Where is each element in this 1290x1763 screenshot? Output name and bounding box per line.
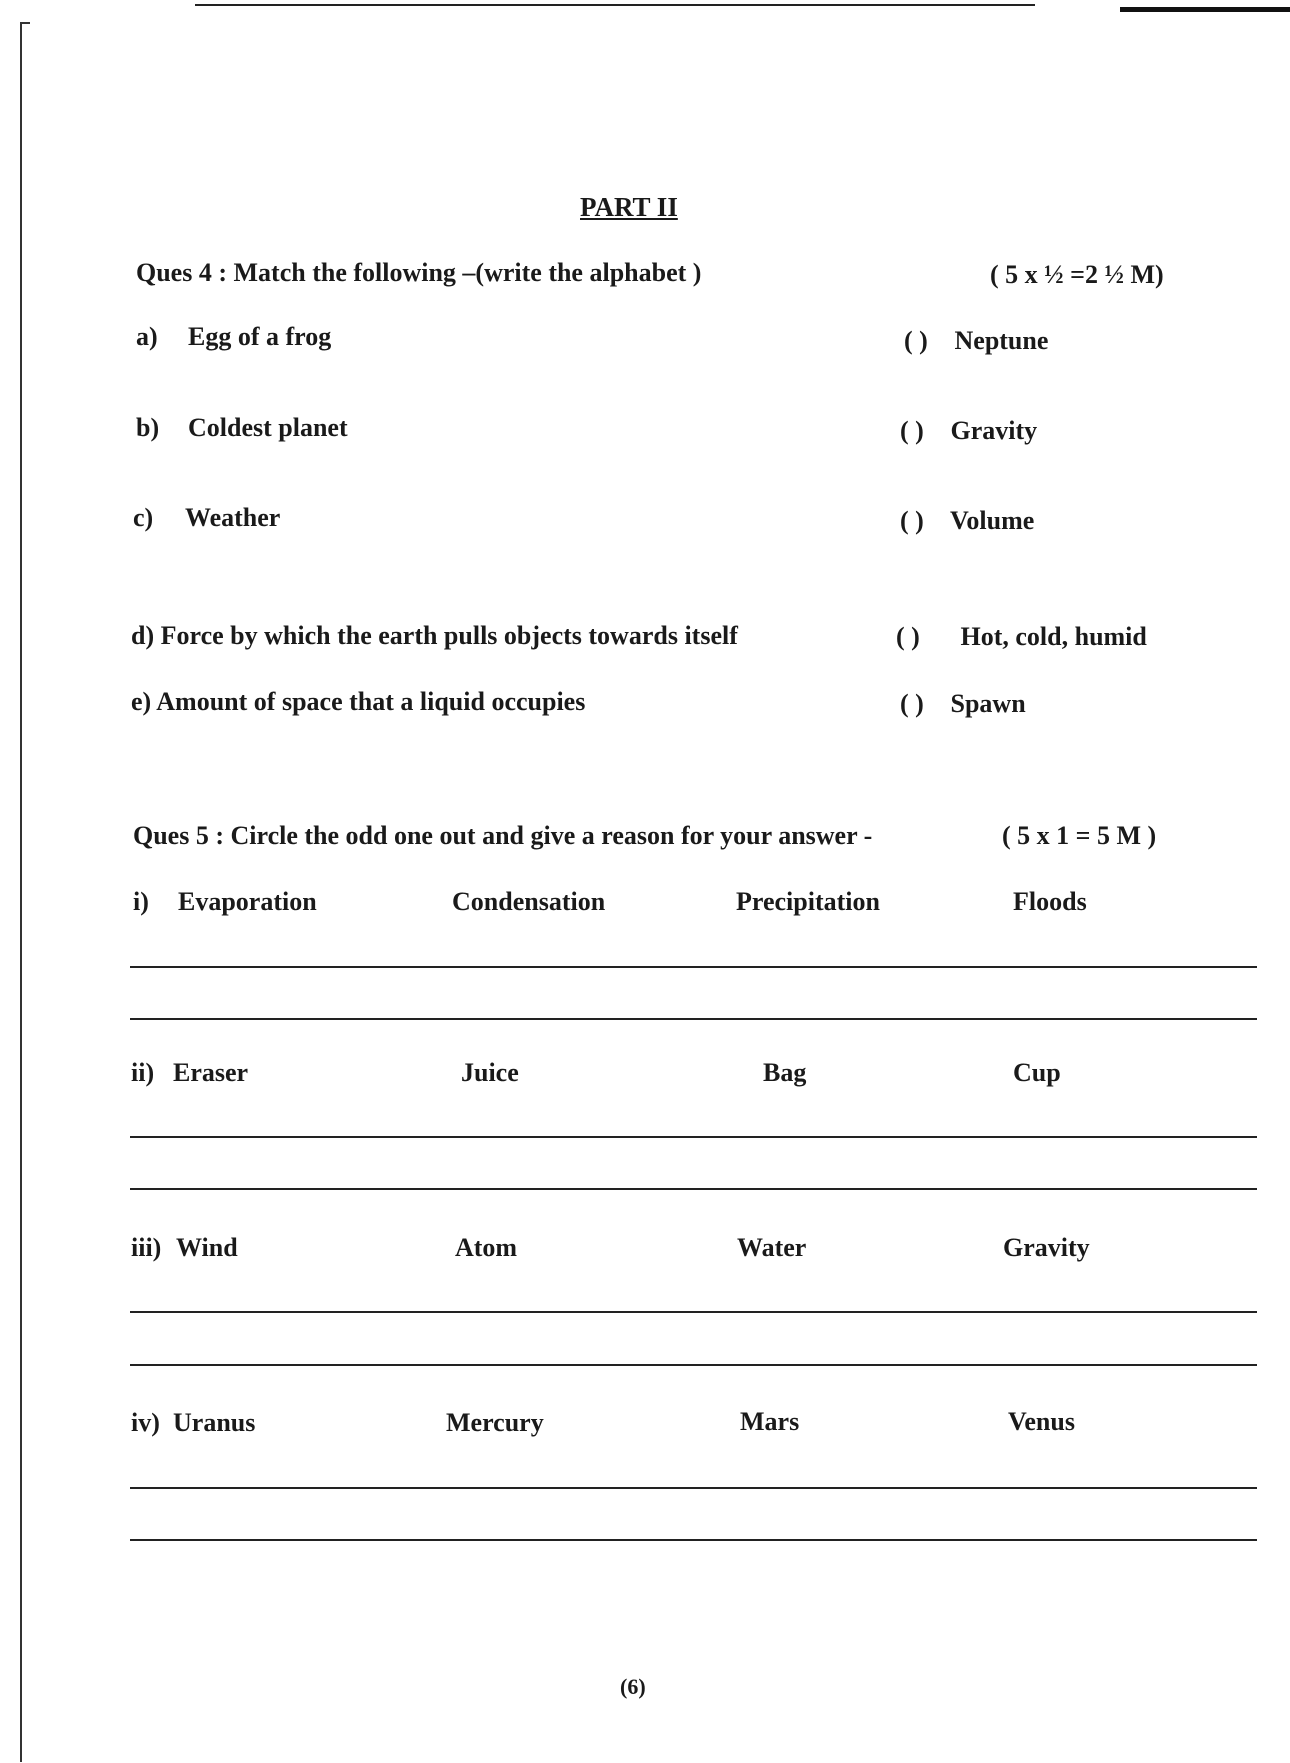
q5-row-3-word-1[interactable]: Wind — [176, 1233, 238, 1262]
q5-row-3-num: iii) — [131, 1233, 162, 1262]
q5-row-3-word-2[interactable]: Atom — [455, 1233, 518, 1262]
q4-match-3-text: Volume — [950, 506, 1035, 535]
q4-heading: Ques 4 : Match the following –(write the alphabet ) — [136, 258, 702, 287]
q5-row-2-word-1[interactable]: Eraser — [173, 1058, 249, 1087]
q4-item-c-text: Weather — [185, 503, 281, 532]
q4-item-e — [131, 687, 585, 717]
q4-match-5 — [900, 689, 1026, 719]
part-title: PART II — [580, 192, 678, 222]
q5-row-2-word-3[interactable]: Bag — [763, 1058, 807, 1087]
answer-line[interactable] — [130, 966, 1257, 968]
q4-item-b-key: b) — [136, 413, 160, 442]
q5-row-1-word-3[interactable]: Precipitation — [736, 887, 880, 916]
answer-line[interactable] — [130, 1487, 1257, 1489]
q4-item-c-key: c) — [133, 503, 154, 532]
q5-row-4-word-3[interactable]: Mars — [740, 1407, 800, 1436]
q5-row-2-num: ii) — [131, 1058, 155, 1087]
answer-line[interactable] — [130, 1364, 1257, 1366]
q5-row-1-word-2[interactable]: Condensation — [452, 887, 606, 916]
answer-blank[interactable]: ( ) — [904, 326, 928, 355]
scan-border-left — [20, 22, 22, 1762]
answer-line[interactable] — [130, 1311, 1257, 1313]
q5-heading: Ques 5 : Circle the odd one out and give a reason for your answer - — [133, 821, 873, 850]
q4-item-a-text: Egg of a frog — [188, 322, 332, 351]
q5-row-1-word-1[interactable]: Evaporation — [178, 887, 317, 916]
answer-line[interactable] — [130, 1018, 1257, 1020]
q4-match-5-text: Spawn — [950, 689, 1026, 718]
scan-border-top — [195, 4, 1035, 6]
scan-border-top-right — [1120, 7, 1290, 12]
q4-match-1-text: Neptune — [954, 326, 1049, 355]
answer-line[interactable] — [130, 1136, 1257, 1138]
q4-marks: ( 5 x ½ =2 ½ M) — [990, 260, 1164, 289]
q5-row-4-word-4[interactable]: Venus — [1008, 1407, 1075, 1436]
answer-line[interactable] — [130, 1188, 1257, 1190]
answer-blank[interactable]: ( ) — [900, 689, 924, 718]
q4-item-e-text: Amount of space that a liquid occupies — [156, 687, 586, 716]
q4-item-b-text: Coldest planet — [188, 413, 348, 442]
q4-match-4-text: Hot, cold, humid — [960, 622, 1147, 651]
q5-row-4-num: iv) — [131, 1408, 160, 1437]
q4-item-a-key: a) — [136, 322, 158, 351]
q4-match-4 — [896, 622, 1147, 652]
q5-marks: ( 5 x 1 = 5 M ) — [1002, 821, 1157, 850]
q5-row-4-word-2[interactable]: Mercury — [446, 1408, 544, 1437]
q4-match-1 — [904, 326, 1048, 356]
q5-row-4-word-1[interactable]: Uranus — [173, 1408, 256, 1437]
q5-row-1-word-4[interactable]: Floods — [1013, 887, 1087, 916]
q5-row-2-word-2[interactable]: Juice — [461, 1058, 519, 1087]
answer-blank[interactable]: ( ) — [900, 416, 924, 445]
answer-line[interactable] — [130, 1539, 1257, 1541]
q5-row-3-word-3[interactable]: Water — [737, 1233, 807, 1262]
q4-match-3 — [900, 506, 1034, 536]
answer-blank[interactable]: ( ) — [896, 622, 920, 651]
q4-item-d-key: d) — [131, 621, 155, 650]
answer-blank[interactable]: ( ) — [900, 506, 924, 535]
q5-row-1-num: i) — [133, 887, 149, 916]
q4-match-2-text: Gravity — [950, 416, 1038, 445]
q4-item-d — [131, 621, 738, 651]
q5-row-2-word-4[interactable]: Cup — [1013, 1058, 1061, 1087]
page-number: (6) — [620, 1674, 646, 1699]
scan-border-left-tick — [20, 22, 30, 24]
q5-row-3-word-4[interactable]: Gravity — [1003, 1233, 1090, 1262]
q4-item-e-key: e) — [131, 687, 152, 716]
q4-match-2 — [900, 416, 1037, 446]
q4-item-d-text: Force by which the earth pulls objects towards itself — [160, 621, 738, 650]
